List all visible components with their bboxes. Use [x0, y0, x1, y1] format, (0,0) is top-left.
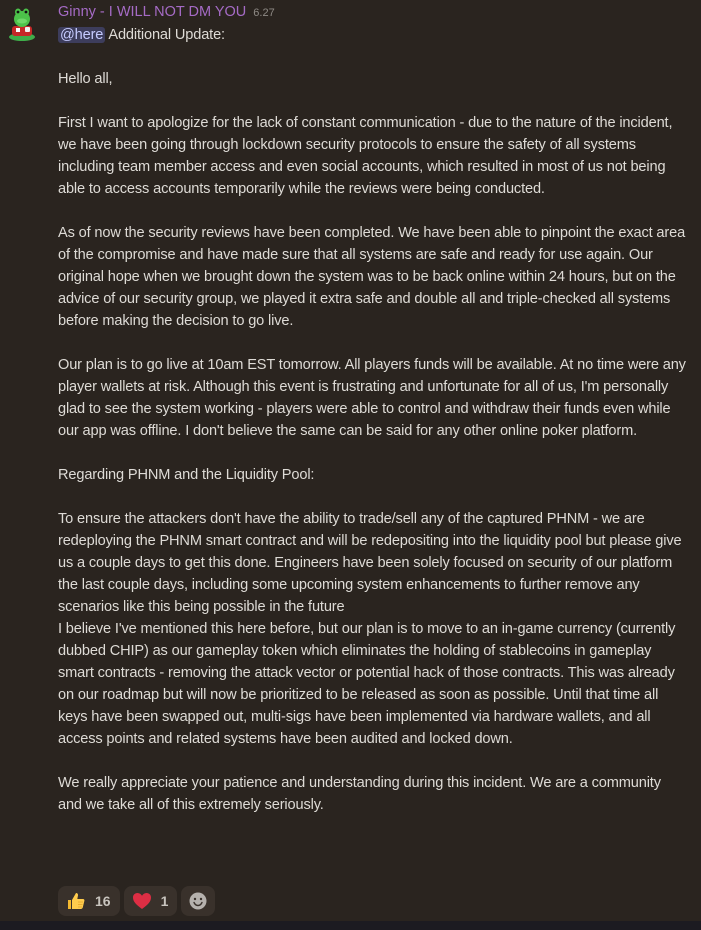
- message-content: [58, 24, 688, 816]
- paragraph-apology: First I want to apologize for the lack of constant communication - due to the nature of the incident, we have been going through lockdown security protocols to ensure the safety of all systems including team member access and even social accounts, which resulted in most of us not being able to access accounts temporarily while the reviews were being conducted.: [58, 115, 673, 197]
- paragraph-go-live-plan: Our plan is to go live at 10am EST tomorrow. All players funds will be available. At no time were any player wallets at risk. Although this event is frustrating and unfortunate for all of us, I'm personally glad to see the system working - players were able to control and withdraw their funds even while our app was offline. I don't believe the same can be said for any other online poker platform.: [58, 357, 686, 439]
- bottom-divider: [0, 921, 701, 930]
- here-mention[interactable]: @here: [60, 27, 104, 43]
- paragraph-closing: We really appreciate your patience and understanding during this incident. We are a community and we take all of this extremely seriously.: [58, 775, 661, 813]
- paragraph-security-review: As of now the security reviews have been completed. We have been able to pinpoint the exact area of the compromise and have made sure that all systems are safe and ready for use again. Our original hope when we brought down the system was to be back online within 24 hours, but on the advice of our security group, we played it extra safe and double all and triple-checked all systems before making the decision to go live.: [58, 225, 686, 329]
- reaction-count: 1: [160, 893, 169, 909]
- reaction-thumbs-up[interactable]: [58, 886, 120, 916]
- paragraph-chip-currency: I believe I've mentioned this here before, but our plan is to move to an in-game currency (currently dubbed CHIP) as our gameplay token which eliminates the holding of stablecoins in gameplay smart contracts - removing the attack vector or potential hack of those contracts. This was already on our roadmap but will now be prioritized to be released as soon as possible. Until that time all keys have been swapped out, multi-sigs have been implemented via hardware wallets, and all access points and related systems have been audited and locked down.: [58, 621, 676, 747]
- add-reaction-button[interactable]: [181, 886, 215, 916]
- message-first-line: [58, 24, 688, 46]
- message-timestamp[interactable]: 6.27: [253, 7, 275, 19]
- frog-avatar-icon[interactable]: [6, 6, 38, 42]
- paragraph-phnm-redeploy: To ensure the attackers don't have the ability to trade/sell any of the captured PHNM - we are redeploying the PHNM smart contract and will be redepositing into the liquidity pool but please give us a couple days to get this done. Engineers have been solely focused on security of our platform the last couple days, including some upcoming system enhancements to further remove any scenarios like this being possible in the future: [58, 511, 682, 615]
- reactions-bar: [58, 886, 215, 916]
- red-heart-icon: [132, 891, 152, 911]
- thumbs-up-icon: [66, 891, 86, 911]
- paragraph-phnm-heading: Regarding PHNM and the Liquidity Pool:: [58, 467, 315, 483]
- smiley-add-reaction-icon: [188, 891, 208, 911]
- first-line-text: Additional Update:: [105, 27, 225, 43]
- paragraph-greeting: Hello all,: [58, 71, 113, 87]
- author-name[interactable]: Ginny - I WILL NOT DM YOU: [58, 4, 247, 20]
- message-header: [58, 4, 275, 22]
- reaction-red-heart[interactable]: [124, 886, 178, 916]
- reaction-count: 16: [95, 893, 111, 909]
